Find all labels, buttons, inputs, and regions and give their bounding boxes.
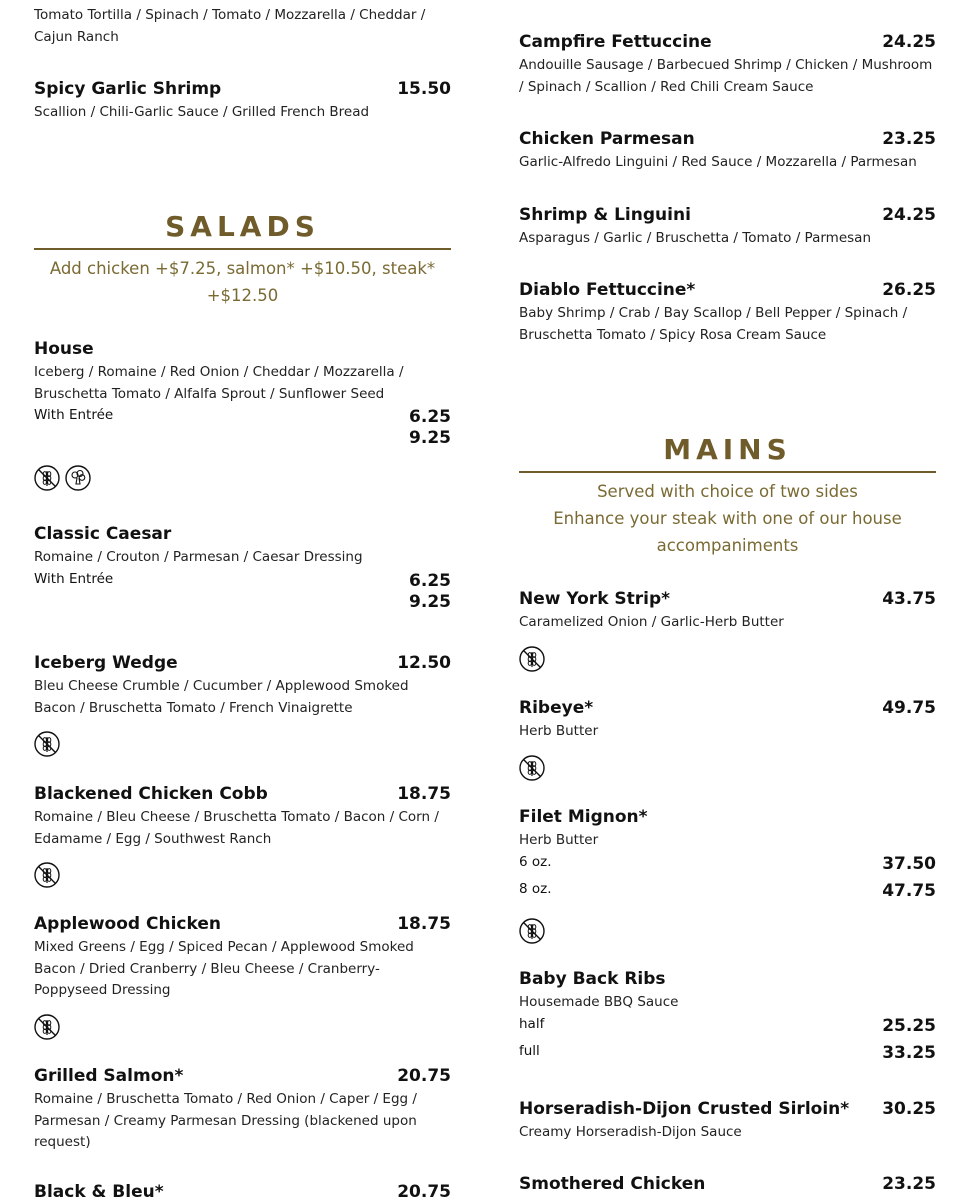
item-price: 30.25 <box>882 1099 936 1119</box>
item-description: Baby Shrimp / Crab / Bay Scallop / Bell Pepper / Spinach / Bruschetta Tomato / Spicy Rosa Cream Sauce <box>519 305 908 343</box>
no-wheat-icon <box>519 755 545 781</box>
item-price: 49.75 <box>882 698 936 718</box>
dietary-icons <box>34 731 451 757</box>
item-description: Creamy Horseradish-Dijon Sauce <box>519 1124 742 1140</box>
price-row-value: 47.75 <box>882 880 936 901</box>
item-price: 20.75 <box>397 1066 451 1086</box>
item-description: Iceberg / Romaine / Red Onion / Cheddar / Mozzarella / Bruschetta Tomato / Alfalfa Sprout / Sunflower Seed <box>34 364 404 402</box>
menu-item-chicken-parmesan <box>519 128 936 174</box>
item-name: Chicken Parmesan <box>519 129 695 149</box>
item-price: 20.75 <box>397 1182 451 1202</box>
item-name: Spicy Garlic Shrimp <box>34 79 222 99</box>
item-description: Herb Butter <box>519 832 599 848</box>
price-row-value: 6.25 <box>409 570 451 591</box>
no-wheat-icon <box>34 1014 60 1040</box>
price-row-label: 8 oz. <box>519 880 552 897</box>
dietary-icons <box>519 918 936 944</box>
section-title-mains: MAINS <box>663 433 792 466</box>
price-row-label: With Entrée <box>34 570 114 587</box>
item-price: 15.50 <box>397 79 451 99</box>
menu-item-diablo-fettuccine <box>519 279 936 346</box>
mains-note-sides: Served with choice of two sides <box>597 482 858 501</box>
menu-item-horseradish-dijon-sirloin <box>519 1098 936 1144</box>
menu-item-baby-back-ribs <box>519 968 936 1068</box>
dietary-icons <box>34 1014 451 1040</box>
salads-note: Add chicken +$7.25, salmon* +$10.50, steak* +$12.50 <box>49 259 436 305</box>
menu-item-campfire-fettuccine <box>519 31 936 98</box>
mains-note-accompaniments: Enhance your steak with one of our house accompaniments <box>553 509 902 555</box>
menu-item-blackened-chicken-cobb <box>34 783 451 888</box>
item-name: Iceberg Wedge <box>34 653 178 673</box>
item-description: Housemade BBQ Sauce <box>519 994 679 1010</box>
item-price: 23.25 <box>882 1174 936 1194</box>
price-row-label: half <box>519 1015 545 1032</box>
dietary-icons <box>519 755 936 781</box>
item-name: Smothered Chicken <box>519 1174 706 1194</box>
item-name: Blackened Chicken Cobb <box>34 784 268 804</box>
section-divider <box>519 471 936 473</box>
menu-item-new-york-strip <box>519 588 936 672</box>
price-row-value: 33.25 <box>882 1042 936 1063</box>
item-name: Black & Bleu* <box>34 1182 164 1202</box>
dietary-icons <box>34 862 451 888</box>
price-row <box>34 405 451 426</box>
menu-item-smothered-chicken <box>519 1173 936 1195</box>
item-description: Scallion / Chili-Garlic Sauce / Grilled French Bread <box>34 104 370 120</box>
item-description: Mixed Greens / Egg / Spiced Pecan / Applewood Smoked Bacon / Dried Cranberry / Bleu Cheese / Cranberry-Poppyseed Dressing <box>34 939 414 998</box>
item-name: Diablo Fettuccine* <box>519 280 696 300</box>
item-price: 23.25 <box>882 129 936 149</box>
no-wheat-icon <box>519 918 545 944</box>
no-wheat-icon <box>34 862 60 888</box>
item-name: Classic Caesar <box>34 524 172 544</box>
item-price: 26.25 <box>882 280 936 300</box>
menu-item-classic-caesar <box>34 523 451 617</box>
item-description: Andouille Sausage / Barbecued Shrimp / Chicken / Mushroom / Spinach / Scallion / Red Chili Cream Sauce <box>519 57 933 95</box>
item-name: Filet Mignon* <box>519 807 648 827</box>
menu-item-filet-mignon <box>519 806 936 944</box>
item-name: Horseradish-Dijon Crusted Sirloin* <box>519 1099 850 1119</box>
price-row-label: With Entrée <box>34 407 114 423</box>
dietary-icons <box>34 465 451 491</box>
price-row <box>519 879 936 906</box>
price-row <box>519 1041 936 1068</box>
price-row <box>34 569 451 590</box>
menu-item-top <box>34 5 451 48</box>
menu-item-iceberg-wedge <box>34 652 451 757</box>
menu-item-ribeye <box>519 697 936 781</box>
menu-item-grilled-salmon <box>34 1065 451 1154</box>
item-price: 18.75 <box>397 784 451 804</box>
price-row <box>519 1014 936 1041</box>
item-price: 24.25 <box>882 205 936 225</box>
price-row-value: 25.25 <box>882 1015 936 1036</box>
dietary-icons <box>519 646 936 672</box>
item-description: Herb Butter <box>519 723 599 739</box>
item-name: Grilled Salmon* <box>34 1066 184 1086</box>
section-title-salads: SALADS <box>165 210 320 243</box>
menu-item-shrimp-linguini <box>519 204 936 250</box>
item-description: Romaine / Bruschetta Tomato / Red Onion / Caper / Egg / Parmesan / Creamy Parmesan Dressing (blackened upon request) <box>34 1091 417 1150</box>
section-divider <box>34 248 451 250</box>
price-row-value: 9.25 <box>409 591 451 612</box>
price-row-value: 6.25 <box>409 407 451 427</box>
item-description: Bleu Cheese Crumble / Cucumber / Applewood Smoked Bacon / Bruschetta Tomato / French Vinaigrette <box>34 678 409 716</box>
item-description: Tomato Tortilla / Spinach / Tomato / Mozzarella / Cheddar / Cajun Ranch <box>34 7 426 45</box>
item-price: 24.25 <box>882 32 936 52</box>
item-price: 18.75 <box>397 914 451 934</box>
price-row-label: full <box>519 1042 540 1059</box>
item-name: New York Strip* <box>519 589 671 609</box>
price-row-value: 37.50 <box>882 853 936 874</box>
item-name: House <box>34 339 94 359</box>
item-description: Asparagus / Garlic / Bruschetta / Tomato / Parmesan <box>519 230 871 246</box>
price-row-value: 9.25 <box>409 428 451 448</box>
menu-item-black-and-bleu <box>34 1181 451 1203</box>
no-wheat-icon <box>519 646 545 672</box>
price-row <box>519 852 936 879</box>
item-name: Applewood Chicken <box>34 914 221 934</box>
no-wheat-icon <box>34 731 60 757</box>
no-wheat-icon <box>34 465 60 491</box>
menu-item-applewood-chicken <box>34 913 451 1040</box>
item-price: 12.50 <box>397 653 451 673</box>
price-row-label: 6 oz. <box>519 853 552 870</box>
menu-item-spicy-garlic-shrimp <box>34 78 451 124</box>
price-row <box>34 590 451 617</box>
item-name: Campfire Fettuccine <box>519 32 712 52</box>
item-description: Romaine / Bleu Cheese / Bruschetta Tomato / Bacon / Corn / Edamame / Egg / Southwest Ranch <box>34 809 439 847</box>
price-row <box>34 426 451 453</box>
item-name: Baby Back Ribs <box>519 969 666 989</box>
broccoli-icon <box>65 465 91 491</box>
item-description: Caramelized Onion / Garlic-Herb Butter <box>519 614 784 630</box>
item-name: Shrimp & Linguini <box>519 205 691 225</box>
menu-item-house <box>34 338 451 491</box>
item-description: Romaine / Crouton / Parmesan / Caesar Dressing <box>34 549 363 565</box>
item-name: Ribeye* <box>519 698 594 718</box>
item-description: Garlic-Alfredo Linguini / Red Sauce / Mozzarella / Parmesan <box>519 154 917 170</box>
item-price: 43.75 <box>882 589 936 609</box>
